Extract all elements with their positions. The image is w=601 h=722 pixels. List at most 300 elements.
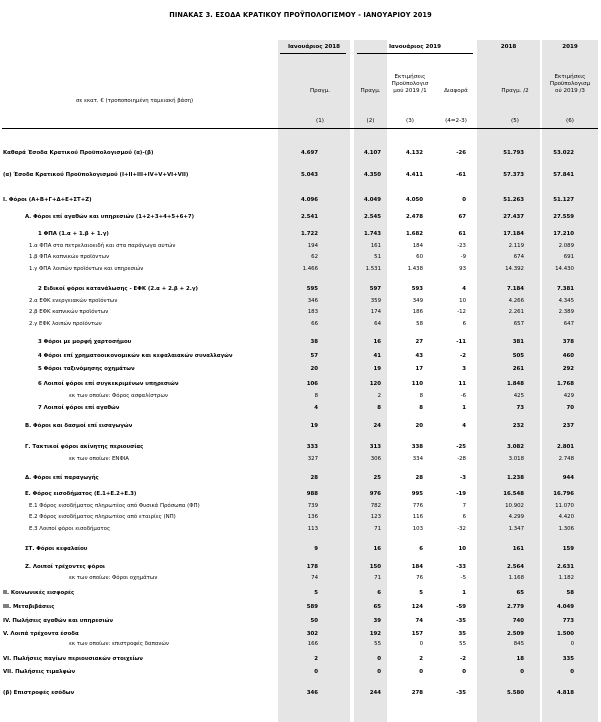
cell-col2: 6 [377,590,381,596]
row-label: VII. Πωλήσεις τιμαλφών [3,669,76,675]
cell-col6: 7.381 [556,286,574,292]
table-row [0,656,601,663]
header-est-line2: Προϋπολογισ [391,81,429,87]
cell-col5: 2.564 [506,564,524,570]
cell-col4: 55 [459,641,466,647]
cell-col3: 349 [412,298,423,304]
cell-col2: 782 [370,503,381,509]
header-est2-line1: Εκτιμήσεις [554,74,586,80]
cell-col4: 10 [458,546,466,552]
header-pragm-2018: Πραγμ. /2 [501,88,529,94]
cell-col5: 51.793 [503,150,524,156]
cell-col6: 2.631 [556,564,574,570]
cell-col2: 8 [377,405,381,411]
cell-col1: 4.697 [300,150,318,156]
table-row [0,491,601,498]
row-label: εκ των οποίων: Φόρος ασφαλίστρων [69,393,168,399]
cell-col5: 1.347 [508,526,524,532]
cell-col4: -23 [457,243,466,249]
cell-col4: 93 [459,266,466,272]
cell-col1: 0 [314,669,318,675]
cell-col5: 425 [513,393,524,399]
cell-col6: 53.022 [553,150,574,156]
cell-col6: 944 [562,475,574,481]
cell-col5: 7.184 [506,286,524,292]
row-label: Δ. Φόροι επί παραγωγής [25,475,99,481]
cell-col5: 5.580 [506,690,524,696]
table-row [0,286,601,293]
cell-col2: 64 [374,321,381,327]
cell-col4: -35 [456,690,466,696]
row-label: 2.α ΕΦΚ ενεργειακών προϊόντων [29,298,118,304]
cell-col3: 4.050 [405,197,423,203]
row-label: Β. Φόροι και δασμοί επί εισαγωγών [25,423,133,429]
cell-col4: 67 [458,214,466,220]
cell-col1: 4.096 [300,197,318,203]
cell-col1: 183 [307,309,318,315]
cell-col3: 27 [415,339,423,345]
row-label: V. Λοιπά τρέχοντα έσοδα [3,631,79,637]
cell-col5: 2.261 [508,309,524,315]
cell-col5: 2.779 [506,604,524,610]
row-label: 2.γ ΕΦΚ λοιπών προϊόντων [29,321,102,327]
cell-col6: 159 [562,546,574,552]
cell-col1: 20 [310,366,318,372]
cell-col1: 113 [307,526,318,532]
row-label: II. Κοινωνικές εισφορές [3,590,75,596]
cell-col4: 4 [462,286,466,292]
cell-col3: 776 [412,503,423,509]
cell-col1: 19 [310,423,318,429]
table-row [0,393,601,400]
cell-col5: 0 [520,669,524,675]
table-row [0,172,601,179]
cell-col1: 136 [307,514,318,520]
cell-col5: 18 [516,656,524,662]
table-row [0,321,601,328]
row-label: 3 Φόροι με μορφή χαρτοσήμου [38,339,132,345]
cell-col2: 16 [373,546,381,552]
cell-col3: 1.438 [407,266,423,272]
cell-col3: 278 [411,690,423,696]
cell-col1: 2.541 [300,214,318,220]
cell-col2: 2 [377,393,381,399]
cell-col6: 773 [562,618,574,624]
cell-col4: -5 [460,575,466,581]
row-label: 1 ΦΠΑ (1.α + 1.β + 1.γ) [38,231,109,237]
cell-col6: 4.420 [558,514,574,520]
cell-col6: 237 [562,423,574,429]
cell-col4: 6 [462,514,466,520]
header-year-2019: 2019 [562,44,578,50]
cell-col6: 292 [562,366,574,372]
cell-col6: 2.801 [556,444,574,450]
table-row [0,298,601,305]
cell-col6: 14.430 [555,266,574,272]
cell-col1: 28 [310,475,318,481]
cell-col5: 740 [512,618,524,624]
cell-col1: 50 [310,618,318,624]
header-diff: Διαφορά [444,88,468,94]
cell-col2: 19 [373,366,381,372]
header-est2-line3: ού 2019 /3 [555,88,585,94]
cell-col3: 0 [419,669,423,675]
cell-col5: 17.184 [503,231,524,237]
cell-col3: 593 [411,286,423,292]
table-row [0,503,601,510]
cell-col3: 124 [411,604,423,610]
cell-col5: 381 [512,339,524,345]
cell-col1: 178 [306,564,318,570]
cell-col4: -9 [460,254,466,260]
cell-col2: 65 [373,604,381,610]
cell-col5: 845 [513,641,524,647]
row-label: εκ των οποίων: ΕΝΦΙΑ [69,456,129,462]
cell-col4: -61 [456,172,466,178]
cell-col4: 0 [462,197,466,203]
cell-col6: 1.182 [558,575,574,581]
header-group-jan2019: Ιανουάριος 2019 [388,44,442,50]
table-row [0,618,601,625]
table-row [0,564,601,571]
header-est-line1: Εκτιμήσεις [394,74,426,80]
cell-col1: 589 [306,604,318,610]
row-label: IV. Πωλήσεις αγαθών και υπηρεσιών [3,618,114,624]
cell-col3: 116 [412,514,423,520]
cell-col5: 674 [513,254,524,260]
cell-col6: 11.070 [555,503,574,509]
cell-col1: 9 [314,546,318,552]
cell-col2: 0 [377,669,381,675]
cell-col1: 988 [306,491,318,497]
header-num-6: (6) [566,118,574,124]
cell-col2: 16 [373,339,381,345]
cell-col2: 51 [374,254,381,260]
table-row [0,231,601,238]
cell-col3: 6 [419,546,423,552]
row-label: 2 Ειδικοί φόροι κατανάλωσης - ΕΦΚ (2.α + 2.β + 2.γ) [38,286,198,292]
cell-col5: 3.082 [506,444,524,450]
table-row [0,309,601,316]
cell-col4: -2 [460,353,466,359]
table-row [0,150,601,157]
cell-col2: 71 [374,526,381,532]
row-label: εκ των οποίων: επιστροφές δαπανών [69,641,169,647]
cell-col6: 17.210 [553,231,574,237]
row-label: 5 Φόροι ταξινόμησης οχημάτων [38,366,135,372]
cell-col6: 51.127 [553,197,574,203]
header-num-3: (3) [406,118,414,124]
cell-col5: 27.437 [503,214,524,220]
cell-col4: -19 [456,491,466,497]
header-num-5: (5) [511,118,519,124]
table-row [0,526,601,533]
table-row [0,214,601,221]
cell-col3: 5 [419,590,423,596]
cell-col6: 0 [570,641,574,647]
cell-col1: 74 [311,575,318,581]
cell-col2: 2.545 [363,214,381,220]
cell-col4: -25 [456,444,466,450]
cell-col6: 378 [562,339,574,345]
cell-col6: 1.768 [556,381,574,387]
cell-col4: 0 [462,669,466,675]
cell-col1: 62 [311,254,318,260]
table-row [0,243,601,250]
cell-col4: -2 [460,656,466,662]
cell-col4: 3 [462,366,466,372]
table-row [0,353,601,360]
cell-col1: 346 [306,690,318,696]
cell-col5: 57.373 [503,172,524,178]
cell-col4: -28 [457,456,466,462]
cell-col3: 338 [411,444,423,450]
table-row [0,590,601,597]
cell-col4: -12 [457,309,466,315]
cell-col4: 61 [458,231,466,237]
cell-col2: 4.107 [363,150,381,156]
cell-col2: 150 [369,564,381,570]
table-row [0,575,601,582]
table-row [0,366,601,373]
cell-col2: 192 [369,631,381,637]
cell-col1: 5.043 [300,172,318,178]
cell-col2: 120 [369,381,381,387]
cell-col1: 38 [310,339,318,345]
cell-col3: 76 [416,575,423,581]
cell-col1: 302 [306,631,318,637]
cell-col5: 2.509 [506,631,524,637]
header-pragm-jan2018: Πραγμ. [309,88,331,94]
cell-col2: 597 [369,286,381,292]
cell-col6: 1.500 [556,631,574,637]
cell-col2: 359 [370,298,381,304]
cell-col3: 43 [415,353,423,359]
table-row [0,604,601,611]
table-row [0,254,601,261]
cell-col3: 0 [419,641,423,647]
table-row [0,444,601,451]
cell-col2: 39 [373,618,381,624]
cell-col4: 35 [458,631,466,637]
cell-col4: -32 [457,526,466,532]
cell-col4: -6 [460,393,466,399]
cell-col5: 232 [512,423,524,429]
row-label: Ε.1 Φόρος εισοδήματος πληρωτέος από Φυσικά Πρόσωπα (ΦΠ) [29,503,200,509]
row-label: I. Φόροι (Α+Β+Γ+Δ+Ε+ΣΤ+Ζ) [3,197,92,203]
cell-col3: 20 [415,423,423,429]
table-row [0,475,601,482]
cell-col2: 123 [370,514,381,520]
table-row [0,405,601,412]
header-num-1: (1) [316,118,324,124]
cell-col5: 261 [512,366,524,372]
row-label: 4 Φόροι επί χρηματοοικονομικών και κεφαλαιακών συναλλαγών [38,353,233,359]
cell-col4: 6 [462,321,466,327]
cell-col2: 174 [370,309,381,315]
cell-col2: 24 [373,423,381,429]
cell-col1: 1.466 [302,266,318,272]
row-label: VI. Πωλήσεις παγίων περιουσιακών στοιχείων [3,656,143,662]
cell-col3: 186 [412,309,423,315]
row-label: ΣΤ. Φόροι κεφαλαίου [25,546,88,552]
row-label: III. Μεταβιβάσεις [3,604,55,610]
table-row [0,456,601,463]
cell-col3: 17 [415,366,423,372]
cell-col3: 4.132 [405,150,423,156]
cell-col3: 334 [412,456,423,462]
cell-col3: 184 [411,564,423,570]
cell-col4: -11 [456,339,466,345]
cell-col4: -33 [456,564,466,570]
cell-col2: 161 [370,243,381,249]
cell-col3: 103 [412,526,423,532]
cell-col2: 4.049 [363,197,381,203]
cell-col1: 333 [306,444,318,450]
cell-col1: 166 [307,641,318,647]
table-row [0,546,601,553]
cell-col4: 1 [462,590,466,596]
cell-col3: 74 [415,618,423,624]
cell-col5: 657 [513,321,524,327]
cell-col6: 647 [563,321,574,327]
table-row [0,339,601,346]
cell-col3: 58 [416,321,423,327]
table-row [0,514,601,521]
row-label: (α) Έσοδα Κρατικού Προϋπολογισμού (I+II+III+IV+V+VI+VII) [3,172,189,178]
row-label: 7 Λοιποί φόροι επί αγαθών [38,405,120,411]
cell-col6: 0 [570,669,574,675]
cell-col5: 14.392 [505,266,524,272]
cell-col1: 595 [306,286,318,292]
cell-col3: 8 [419,393,423,399]
cell-col3: 184 [412,243,423,249]
cell-col6: 2.089 [558,243,574,249]
cell-col6: 70 [566,405,574,411]
cell-col1: 2 [314,656,318,662]
cell-col3: 2.478 [405,214,423,220]
cell-col4: 10 [459,298,466,304]
cell-col2: 71 [374,575,381,581]
cell-col3: 110 [411,381,423,387]
cell-col3: 60 [416,254,423,260]
cell-col6: 57.841 [553,172,574,178]
cell-col1: 194 [307,243,318,249]
table-row [0,641,601,648]
row-label: Ε.2 Φόρος εισοδήματος πληρωτέος από εταιρίες (ΝΠ) [29,514,176,520]
cell-col5: 2.119 [508,243,524,249]
cell-col2: 976 [369,491,381,497]
cell-col3: 8 [419,405,423,411]
cell-col1: 1.722 [300,231,318,237]
cell-col6: 16.796 [553,491,574,497]
cell-col2: 25 [373,475,381,481]
cell-col3: 995 [411,491,423,497]
header-est2-line2: Προϋπολογισμ [549,81,591,87]
row-label: Καθαρά Έσοδα Κρατικού Προϋπολογισμού (α)-(β) [3,150,154,156]
cell-col2: 1.743 [363,231,381,237]
header-group-rule-jan2019 [357,53,473,54]
header-year-2018: 2018 [500,44,517,50]
cell-col3: 1.682 [405,231,423,237]
cell-col5: 1.168 [508,575,524,581]
table-row [0,690,601,697]
table-row [0,669,601,676]
cell-col2: 41 [373,353,381,359]
cell-col2: 306 [370,456,381,462]
cell-col2: 313 [369,444,381,450]
cell-col6: 691 [563,254,574,260]
cell-col5: 161 [512,546,524,552]
table-row [0,423,601,430]
cell-col4: 7 [462,503,466,509]
cell-col2: 55 [374,641,381,647]
cell-col2: 4.350 [363,172,381,178]
header-num-4: (4=2-3) [445,118,467,124]
cell-col3: 28 [415,475,423,481]
table-title: ΠΙΝΑΚΑΣ 3. ΕΣΟΔΑ ΚΡΑΤΙΚΟΥ ΠΡΟΫΠΟΛΟΓΙΣΜΟΥ - ΙΑΝΟΥΑΡΙΟΥ 2019 [169,11,432,19]
cell-col1: 4 [314,405,318,411]
row-label: Α. Φόροι επί αγαθών και υπηρεσιών (1+2+3+4+5+6+7) [25,214,195,220]
cell-col4: 1 [462,405,466,411]
table-row [0,631,601,638]
row-label: 1.α ΦΠΑ στα πετρελαιοειδή και στα παράγωγα αυτών [29,243,176,249]
unit-note: σε εκατ. € (τροποποιημένη ταμειακή βάση) [76,98,194,104]
cell-col2: 244 [369,690,381,696]
cell-col1: 327 [307,456,318,462]
header-group-jan2018: Ιανουάριος 2018 [287,44,341,50]
table-row [0,197,601,204]
table-row [0,266,601,273]
cell-col6: 4.345 [558,298,574,304]
cell-col5: 16.548 [503,491,524,497]
cell-col5: 4.266 [508,298,524,304]
row-label: 1.γ ΦΠΑ λοιπών προϊόντων και υπηρεσιών [29,266,144,272]
cell-col6: 4.049 [556,604,574,610]
cell-col1: 66 [311,321,318,327]
row-label: Ε. Φόρος εισοδήματος (Ε.1+Ε.2+Ε.3) [25,491,137,497]
row-label: (β) Επιστροφές εσόδων [3,690,75,696]
cell-col5: 1.848 [506,381,524,387]
header-group-rule-jan2018 [280,53,346,54]
cell-col6: 27.559 [553,214,574,220]
cell-col6: 460 [562,353,574,359]
cell-col6: 2.748 [558,456,574,462]
cell-col6: 335 [562,656,574,662]
row-label: 6 Λοιποί φόροι επί συγκεκριμένων υπηρεσιών [38,381,179,387]
cell-col5: 65 [516,590,524,596]
cell-col6: 2.389 [558,309,574,315]
cell-col6: 58 [566,590,574,596]
cell-col1: 5 [314,590,318,596]
cell-col3: 157 [411,631,423,637]
header-pragm-jan2019: Πραγμ. [360,88,381,94]
cell-col4: 11 [458,381,466,387]
table-row [0,381,601,388]
cell-col4: -3 [460,475,466,481]
cell-col6: 4.818 [556,690,574,696]
row-label: 2.β ΕΦΚ καπνικών προϊόντων [29,309,109,315]
cell-col1: 57 [310,353,318,359]
cell-col5: 3.018 [508,456,524,462]
cell-col4: 4 [462,423,466,429]
cell-col2: 1.531 [365,266,381,272]
header-num-2: (2) [366,118,375,124]
cell-col5: 73 [516,405,524,411]
cell-col6: 429 [563,393,574,399]
row-label: 1.β ΦΠΑ καπνικών προϊόντων [29,254,110,260]
cell-col1: 346 [307,298,318,304]
